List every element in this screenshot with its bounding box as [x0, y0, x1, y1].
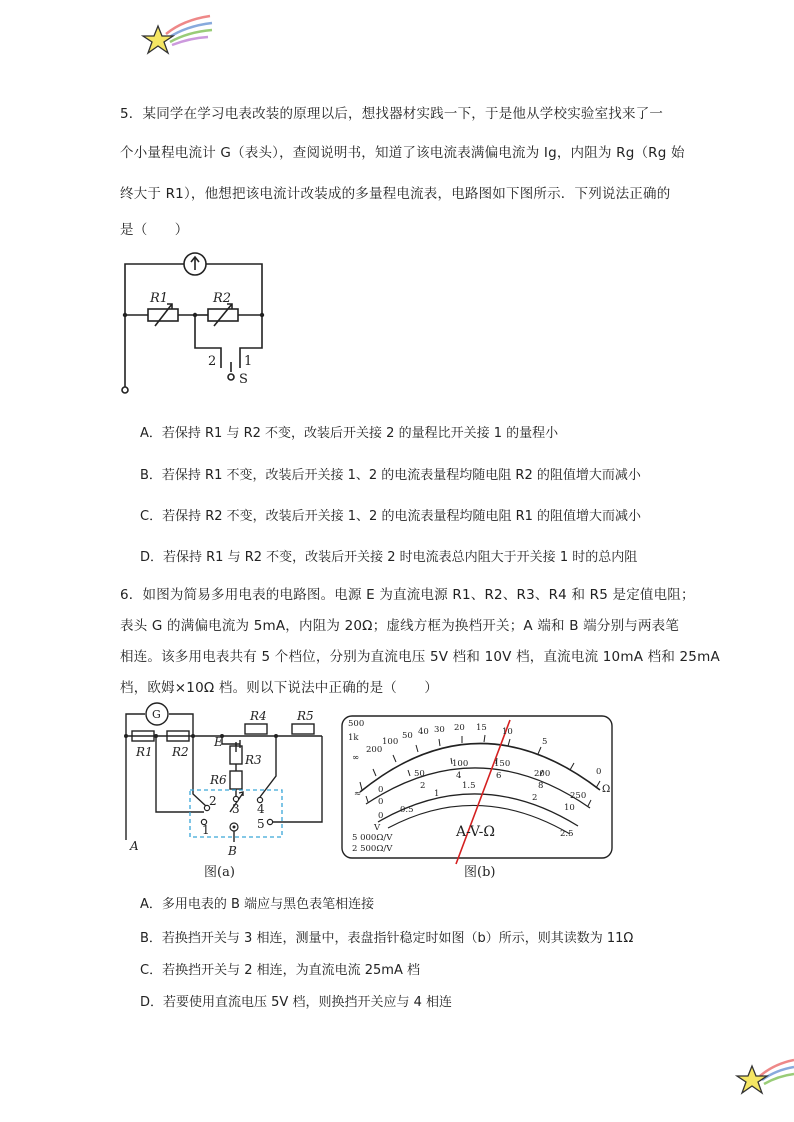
- dc25-tick-2.5: 2.5: [560, 829, 574, 839]
- q6-label-g: G: [152, 708, 161, 721]
- q6-option-a: A．多用电表的 B 端应与黑色表笔相连接: [140, 897, 375, 912]
- infinity-symbol: ∞: [352, 753, 360, 763]
- dc50-tick-250: 250: [570, 791, 587, 801]
- dc50-tick-150: 150: [494, 759, 511, 769]
- star-decoration-top-icon: [138, 14, 214, 60]
- ohm-tick-20: 20: [454, 723, 465, 733]
- q6-label-pos3: 3: [232, 802, 240, 816]
- q5-label-pos2: 2: [208, 354, 217, 369]
- ohm-tick-10: 10: [502, 727, 513, 737]
- q5-line-1: 5．某同学在学习电表改装的原理以后，想找器材实践一下，于是他从学校实验室找来了一: [120, 106, 664, 122]
- q5-option-d: D．若保持 R1 与 R2 不变，改装后开关接 2 时电流表总内阻大于开关接 1 时的总内阻: [140, 550, 638, 565]
- meter-face-text: A-V-Ω: [456, 824, 495, 840]
- q6-label-pos2: 2: [209, 794, 217, 808]
- q5-label-s: S: [239, 372, 248, 387]
- q6-label-r5: R5: [297, 709, 314, 723]
- dc-voltage-symbol: V: [374, 823, 381, 833]
- q5-option-b: B．若保持 R1 不变，改装后开关接 1、2 的电流表量程均随电阻 R2 的阻值增大而减小: [140, 468, 641, 483]
- ohm-tick-100: 100: [382, 737, 399, 747]
- q5-line-3: 终大于 R1），他想把该电流计改装成的多量程电流表，电路图如下图所示．下列说法正确的: [120, 186, 671, 202]
- q6-caption-b: 图(b): [464, 865, 496, 880]
- dc25-tick-0.5: 0.5: [400, 805, 414, 815]
- q6-caption-a: 图(a): [204, 865, 235, 880]
- dc10-tick-4: 4: [456, 771, 462, 781]
- q5-label-pos1: 1: [244, 354, 253, 369]
- q6-line-1: 6．如图为简易多用电表的电路图。电源 E 为直流电源 R1、R2、R3、R4 和 R5 是定值电阻；: [120, 587, 695, 603]
- dc50-tick-50: 50: [414, 769, 425, 779]
- ohm-unit-label: Ω: [602, 784, 611, 795]
- dc25-tick-1.5: 1.5: [462, 781, 476, 791]
- dc10-tick-2: 2: [420, 781, 426, 791]
- dc10-tick-8: 8: [538, 781, 544, 791]
- q6-line-2: 表头 G 的满偏电流为 5mA，内阻为 20Ω；虚线方框为换档开关；A 端和 B 端分别与两表笔: [120, 618, 680, 634]
- ohm-tick-50: 50: [402, 731, 413, 741]
- ac-symbol: ≈: [354, 789, 362, 799]
- q5-line-2: 个小量程电流计 G（表头），查阅说明书，知道了该电流表满偏电流为 Ig，内阻为 Rg（Rg 始: [120, 145, 685, 161]
- q5-label-r1: R1: [150, 291, 169, 306]
- sensitivity-dc: 5 000Ω/V: [352, 833, 393, 843]
- q6-label-r1: R1: [136, 745, 153, 759]
- q6-figure-b-meter: [338, 714, 620, 880]
- q5-circuit-diagram: [110, 246, 280, 396]
- star-decoration-bottom-icon: [732, 1052, 794, 1098]
- q6-label-a: A: [130, 839, 139, 853]
- ohm-tick-15: 15: [476, 723, 487, 733]
- dc50-tick-100: 100: [452, 759, 469, 769]
- sensitivity-ac: 2 500Ω/V: [352, 844, 393, 854]
- dc10-tick-6: 6: [496, 771, 502, 781]
- dc10-tick-10: 10: [564, 803, 575, 813]
- ohm-tick-30: 30: [434, 725, 445, 735]
- q5-option-a: A．若保持 R1 与 R2 不变，改装后开关接 2 的量程比开关接 1 的量程小: [140, 426, 559, 441]
- q6-label-b: B: [228, 844, 237, 858]
- q6-line-3: 相连。该多用电表共有 5 个档位，分别为直流电压 5V 档和 10V 档，直流电流 10mA 档和 25mA: [120, 649, 720, 665]
- q6-figure-a-circuit: [112, 702, 334, 880]
- ohm-tick-1k: 1k: [348, 733, 359, 743]
- dc50-tick-0: 0: [378, 785, 384, 795]
- q5-label-r2: R2: [213, 291, 232, 306]
- ohm-tick-500: 500: [348, 719, 365, 729]
- q6-label-r6: R6: [210, 773, 227, 787]
- q6-label-r2: R2: [172, 745, 189, 759]
- ohm-tick-5: 5: [542, 737, 548, 747]
- dc50-tick-200: 200: [534, 769, 551, 779]
- ohm-tick-40: 40: [418, 727, 429, 737]
- q6-option-b: B．若换挡开关与 3 相连，测量中，表盘指针稳定时如图（b）所示，则其读数为 11Ω: [140, 931, 634, 946]
- q6-line-4: 档，欧姆×10Ω 档。则以下说法中正确的是（ ）: [120, 680, 439, 696]
- ohm-tick-0: 0: [596, 767, 602, 777]
- dc10-tick-0: 0: [378, 797, 384, 807]
- dc25-tick-0: 0: [378, 811, 384, 821]
- ohm-tick-200: 200: [366, 745, 383, 755]
- dc25-tick-1: 1: [434, 789, 440, 799]
- q6-label-r3: R3: [245, 753, 262, 767]
- q6-option-d: D．若要使用直流电压 5V 档，则换挡开关应与 4 相连: [140, 995, 452, 1010]
- q6-label-pos5: 5: [257, 817, 265, 831]
- q6-label-e: E: [214, 735, 223, 749]
- q5-line-4: 是（ ）: [120, 222, 189, 238]
- q6-label-r4: R4: [250, 709, 267, 723]
- q6-label-pos4: 4: [257, 802, 265, 816]
- q6-label-pos1: 1: [202, 823, 210, 837]
- q6-option-c: C．若换挡开关与 2 相连，为直流电流 25mA 档: [140, 963, 420, 978]
- dc25-tick-2: 2: [532, 793, 538, 803]
- q5-option-c: C．若保持 R2 不变，改装后开关接 1、2 的电流表量程均随电阻 R1 的阻值增大而减小: [140, 509, 642, 524]
